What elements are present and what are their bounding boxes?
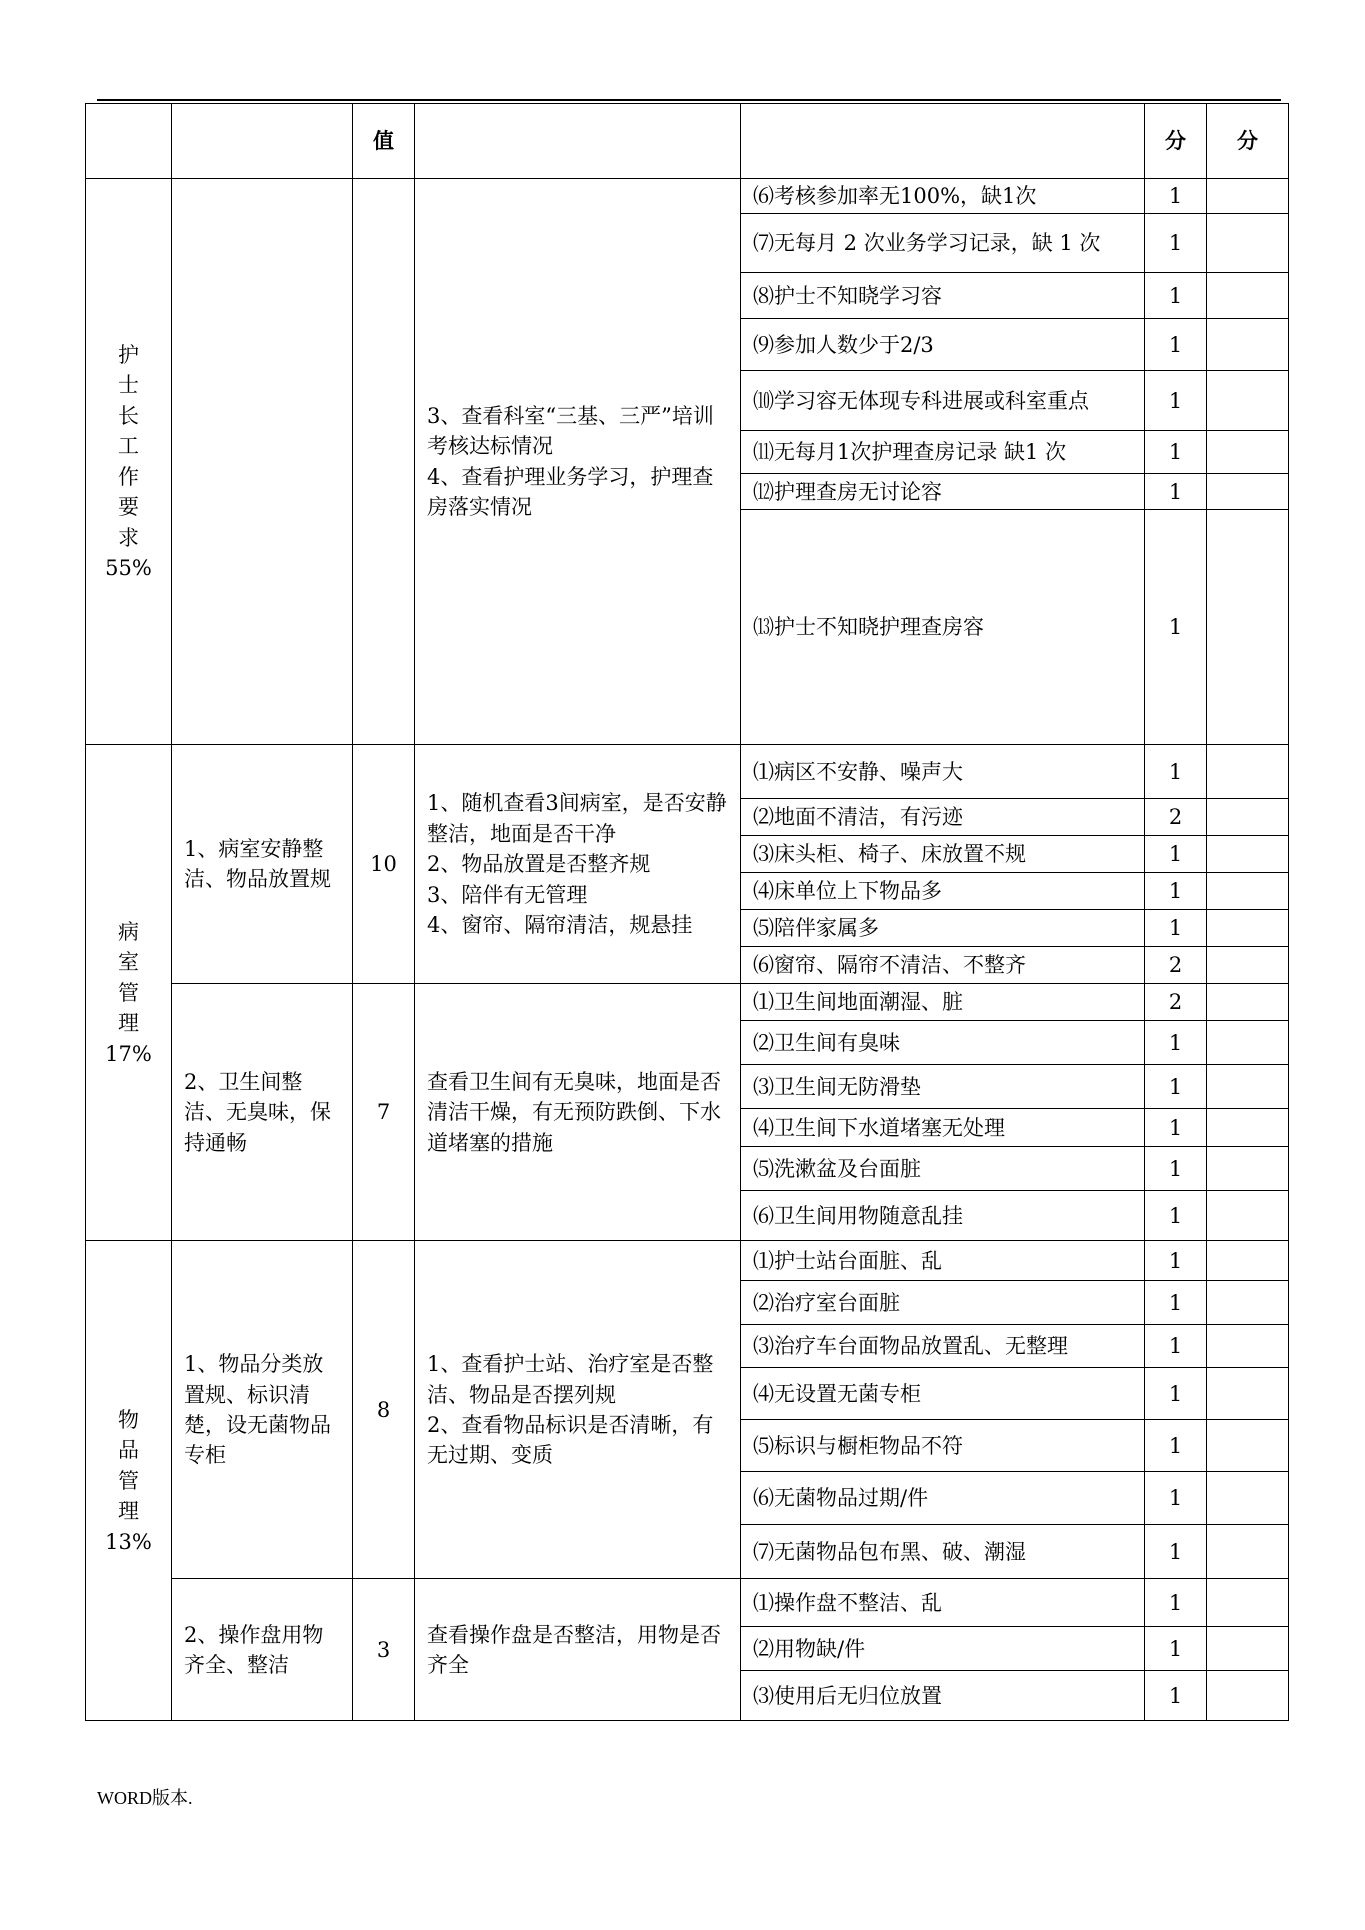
score-entry-cell[interactable] [1207,1420,1289,1472]
category-char: 物 [118,1407,139,1432]
category-char: 管 [118,980,139,1005]
score-entry-cell[interactable] [1207,1281,1289,1325]
deduction-points-cell: 1 [1145,474,1207,510]
deduction-points-cell: 1 [1145,873,1207,910]
category-cell [86,1241,172,1721]
criterion-cell: ⑹窗帘、隔帘不清洁、不整齐 [741,947,1145,984]
criterion-cell: ⑽学习容无体现专科进展或科室重点 [741,371,1145,431]
deduction-points-cell: 1 [1145,371,1207,431]
score-entry-cell[interactable] [1207,1627,1289,1671]
category-char: 13% [105,1529,152,1554]
score-entry-cell[interactable] [1207,214,1289,273]
score-entry-cell[interactable] [1207,1579,1289,1627]
method-cell: 查看操作盘是否整洁，用物是否齐全 [415,1579,741,1721]
deduction-points-cell: 1 [1145,1525,1207,1579]
score-entry-cell[interactable] [1207,799,1289,836]
header-cell-value: 值 [353,104,415,179]
criterion-cell: ⑴病区不安静、噪声大 [741,745,1145,799]
category-char: 长 [118,403,139,428]
item-cell: 1、物品分类放置规、标识清楚，设无菌物品专柜 [172,1241,353,1579]
table-row [86,745,1289,799]
deduction-points-cell: 1 [1145,179,1207,214]
item-cell: 2、操作盘用物齐全、整洁 [172,1579,353,1721]
criterion-cell: ⑷无设置无菌专柜 [741,1368,1145,1420]
category-cell [86,179,172,745]
category-char: 要 [118,495,139,520]
criterion-cell: ⑸陪伴家属多 [741,910,1145,947]
table-row [86,179,1289,214]
score-entry-cell[interactable] [1207,1525,1289,1579]
deduction-points-cell: 1 [1145,1021,1207,1065]
score-entry-cell[interactable] [1207,836,1289,873]
criterion-cell: ⑶治疗车台面物品放置乱、无整理 [741,1325,1145,1368]
deduction-points-cell: 1 [1145,1627,1207,1671]
score-entry-cell[interactable] [1207,1065,1289,1109]
score-entry-cell[interactable] [1207,947,1289,984]
score-entry-cell[interactable] [1207,474,1289,510]
deduction-points-cell: 1 [1145,1368,1207,1420]
table-row [86,1579,1289,1627]
header-row [86,104,1289,179]
score-entry-cell[interactable] [1207,984,1289,1021]
category-char: 理 [118,1499,139,1524]
category-char: 管 [118,1468,139,1493]
method-cell: 1、随机查看3间病室，是否安静整洁，地面是否干净 2、物品放置是否整齐规 3、陪伴有无管理 4、窗帘、隔帘清洁，规悬挂 [415,745,741,984]
score-entry-cell[interactable] [1207,1021,1289,1065]
footer-note: WORD版本. [97,1788,193,1808]
criterion-cell: ⑹无菌物品过期/件 [741,1472,1145,1525]
deduction-points-cell: 1 [1145,1325,1207,1368]
category-char: 17% [105,1041,152,1066]
deduction-points-cell: 1 [1145,510,1207,745]
criterion-cell: ⑷卫生间下水道堵塞无处理 [741,1109,1145,1147]
value-cell: 10 [353,745,415,984]
criterion-cell: ⑿护理查房无讨论容 [741,474,1145,510]
criterion-cell: ⑹考核参加率无100%，缺1次 [741,179,1145,214]
item-cell: 2、卫生间整洁、无臭味，保持通畅 [172,984,353,1241]
score-entry-cell[interactable] [1207,745,1289,799]
header-cell-4 [415,104,741,179]
deduction-points-cell: 1 [1145,1671,1207,1721]
deduction-points-cell: 1 [1145,214,1207,273]
criterion-cell: ⑵地面不清洁，有污迹 [741,799,1145,836]
criterion-cell: ⑷床单位上下物品多 [741,873,1145,910]
category-char: 室 [118,950,139,975]
method-cell: 查看卫生间有无臭味，地面是否清洁干燥，有无预防跌倒、下水道堵塞的措施 [415,984,741,1241]
criterion-cell: ⑼参加人数少于2/3 [741,319,1145,371]
deduction-points-cell: 1 [1145,431,1207,474]
table-row [86,984,1289,1021]
score-entry-cell[interactable] [1207,1147,1289,1191]
criterion-cell: ⑺无每月 2 次业务学习记录，缺 1 次 [741,214,1145,273]
category-char: 求 [118,525,139,550]
header-cell-5 [741,104,1145,179]
criterion-cell: ⑸洗漱盆及台面脏 [741,1147,1145,1191]
score-entry-cell[interactable] [1207,873,1289,910]
score-entry-cell[interactable] [1207,1325,1289,1368]
deduction-points-cell: 1 [1145,1472,1207,1525]
score-entry-cell[interactable] [1207,371,1289,431]
deduction-points-cell: 1 [1145,273,1207,319]
score-entry-cell[interactable] [1207,1109,1289,1147]
deduction-points-cell: 2 [1145,984,1207,1021]
deduction-points-cell: 1 [1145,1109,1207,1147]
category-char: 作 [118,464,139,489]
criterion-cell: ⑹卫生间用物随意乱挂 [741,1191,1145,1241]
value-cell [353,179,415,745]
criterion-cell: ⑶床头柜、椅子、床放置不规 [741,836,1145,873]
score-entry-cell[interactable] [1207,273,1289,319]
criterion-cell: ⑴操作盘不整洁、乱 [741,1579,1145,1627]
deduction-points-cell: 1 [1145,745,1207,799]
top-rule [97,99,1281,101]
criterion-cell: ⑶使用后无归位放置 [741,1671,1145,1721]
value-cell: 3 [353,1579,415,1721]
score-entry-cell[interactable] [1207,510,1289,745]
category-char: 病 [118,919,139,944]
deduction-points-cell: 1 [1145,910,1207,947]
score-entry-cell[interactable] [1207,319,1289,371]
score-entry-cell[interactable] [1207,431,1289,474]
header-cell-score: 分 [1207,104,1289,179]
score-entry-cell[interactable] [1207,910,1289,947]
category-char: 55% [105,556,152,581]
table-row [86,1241,1289,1281]
score-entry-cell[interactable] [1207,1191,1289,1241]
score-entry-cell[interactable] [1207,1472,1289,1525]
method-cell: 1、查看护士站、治疗室是否整洁、物品是否摆列规 2、查看物品标识是否清晰，有无过期、变质 [415,1241,741,1579]
score-entry-cell[interactable] [1207,179,1289,214]
category-char: 理 [118,1011,139,1036]
score-entry-cell[interactable] [1207,1671,1289,1721]
deduction-points-cell: 1 [1145,319,1207,371]
deduction-points-cell: 1 [1145,1579,1207,1627]
criterion-cell: ⑸标识与橱柜物品不符 [741,1420,1145,1472]
deduction-points-cell: 1 [1145,1420,1207,1472]
deduction-points-cell: 1 [1145,836,1207,873]
header-cell-points: 分 [1145,104,1207,179]
category-char: 护 [118,342,139,367]
item-cell: 1、病室安静整洁、物品放置规 [172,745,353,984]
deduction-points-cell: 1 [1145,1241,1207,1281]
category-char: 工 [118,434,139,459]
header-cell-2 [172,104,353,179]
value-cell: 7 [353,984,415,1241]
criterion-cell: ⒀护士不知晓护理查房容 [741,510,1145,745]
criterion-cell: ⑶卫生间无防滑垫 [741,1065,1145,1109]
score-entry-cell[interactable] [1207,1241,1289,1281]
category-cell [86,745,172,1241]
deduction-points-cell: 2 [1145,799,1207,836]
criterion-cell: ⑵用物缺/件 [741,1627,1145,1671]
value-cell: 8 [353,1241,415,1579]
criterion-cell: ⑻护士不知晓学习容 [741,273,1145,319]
deduction-points-cell: 1 [1145,1065,1207,1109]
score-entry-cell[interactable] [1207,1368,1289,1420]
criterion-cell: ⑺无菌物品包布黑、破、潮湿 [741,1525,1145,1579]
deduction-points-cell: 1 [1145,1191,1207,1241]
category-char: 士 [118,373,139,398]
method-cell: 3、查看科室“三基、三严”培训考核达标情况 4、查看护理业务学习，护理查房落实情况 [415,179,741,745]
criterion-cell: ⑾无每月1次护理查房记录 缺1 次 [741,431,1145,474]
criterion-cell: ⑵卫生间有臭味 [741,1021,1145,1065]
deduction-points-cell: 2 [1145,947,1207,984]
inspection-table [85,103,1289,1721]
criterion-cell: ⑵治疗室台面脏 [741,1281,1145,1325]
header-cell-1 [86,104,172,179]
category-char: 品 [118,1438,139,1463]
criterion-cell: ⑴护士站台面脏、乱 [741,1241,1145,1281]
deduction-points-cell: 1 [1145,1147,1207,1191]
criterion-cell: ⑴卫生间地面潮湿、脏 [741,984,1145,1021]
item-cell [172,179,353,745]
deduction-points-cell: 1 [1145,1281,1207,1325]
